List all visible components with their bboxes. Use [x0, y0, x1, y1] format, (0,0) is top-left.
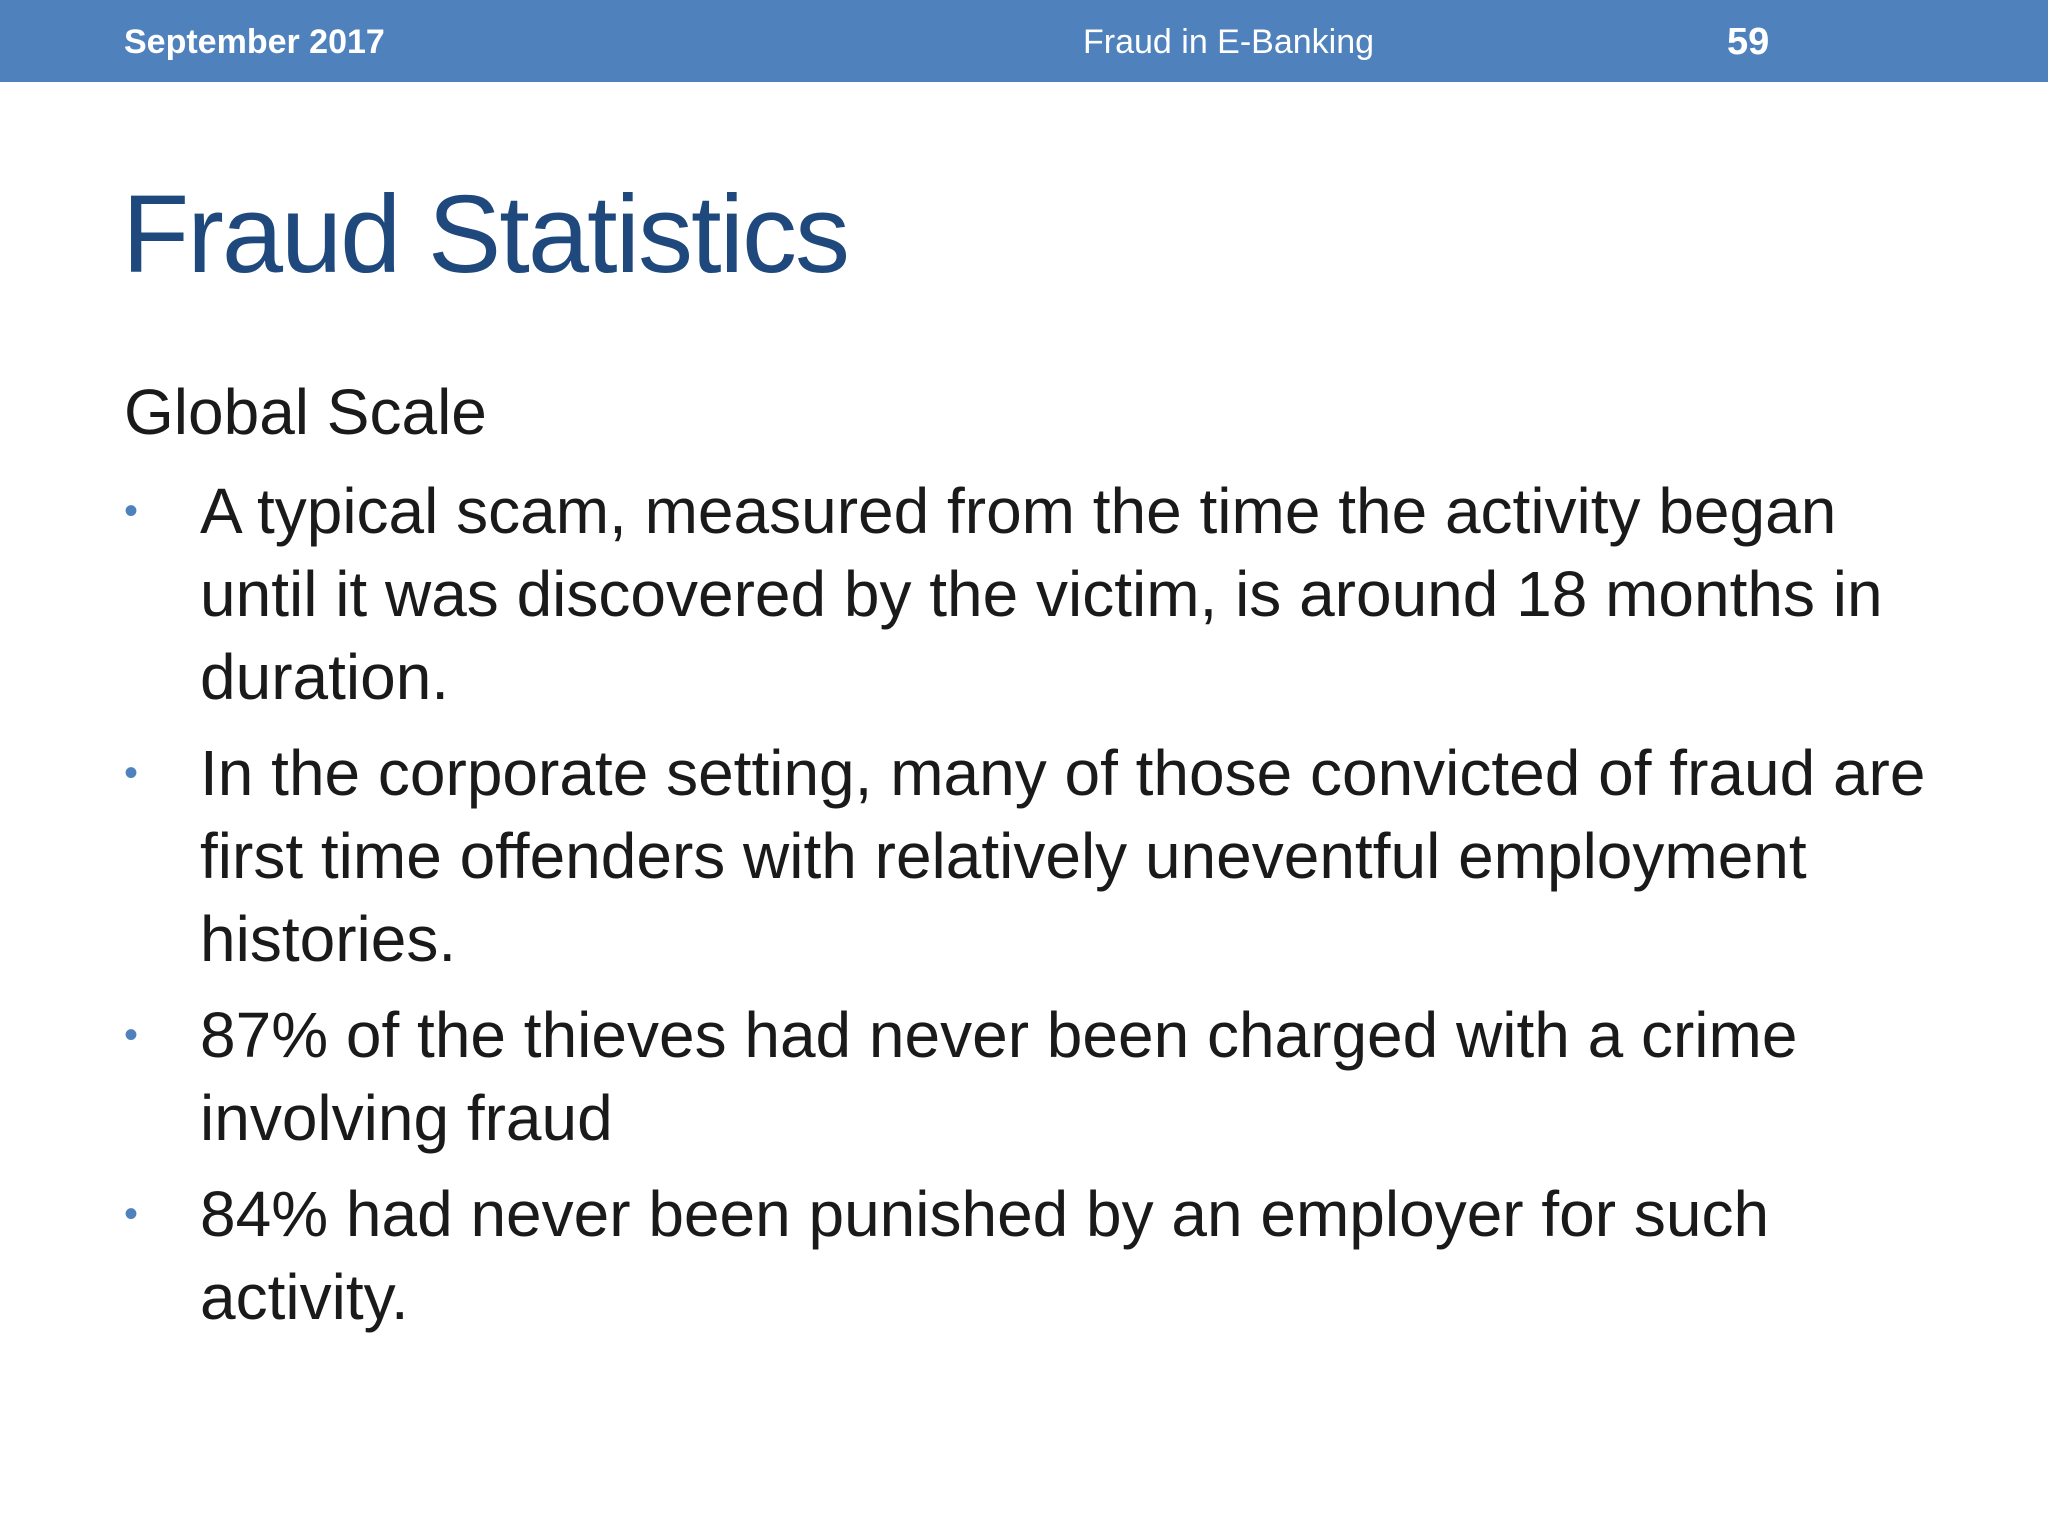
bullet-dot-icon: • [124, 751, 139, 795]
header-title: Fraud in E-Banking [1083, 23, 1375, 61]
bullet-text: A typical scam, measured from the time the activity began until it was discovered by the victim, is around 18 months in duration. [200, 475, 1883, 713]
bullet-item [124, 470, 1944, 719]
bullet-text: In the corporate setting, many of those convicted of fraud are first time offenders with relatively uneventful employment histories. [200, 737, 1926, 975]
bullet-item [124, 1173, 1944, 1339]
bullet-text: 87% of the thieves had never been charged with a crime involving fraud [200, 999, 1798, 1154]
bullet-text: 84% had never been punished by an employer for such activity. [200, 1178, 1770, 1333]
header-date: September 2017 [124, 23, 385, 61]
bullet-list [124, 470, 1944, 1352]
bullet-dot-icon: • [124, 1013, 139, 1057]
slide-title: Fraud Statistics [122, 173, 849, 296]
bullet-dot-icon: • [124, 1192, 139, 1236]
header-bar [0, 0, 2048, 82]
bullet-dot-icon: • [124, 489, 139, 533]
bullet-item [124, 994, 1944, 1160]
section-subheading: Global Scale [124, 376, 487, 448]
page-number: 59 [1727, 21, 1770, 63]
bullet-item [124, 732, 1944, 981]
